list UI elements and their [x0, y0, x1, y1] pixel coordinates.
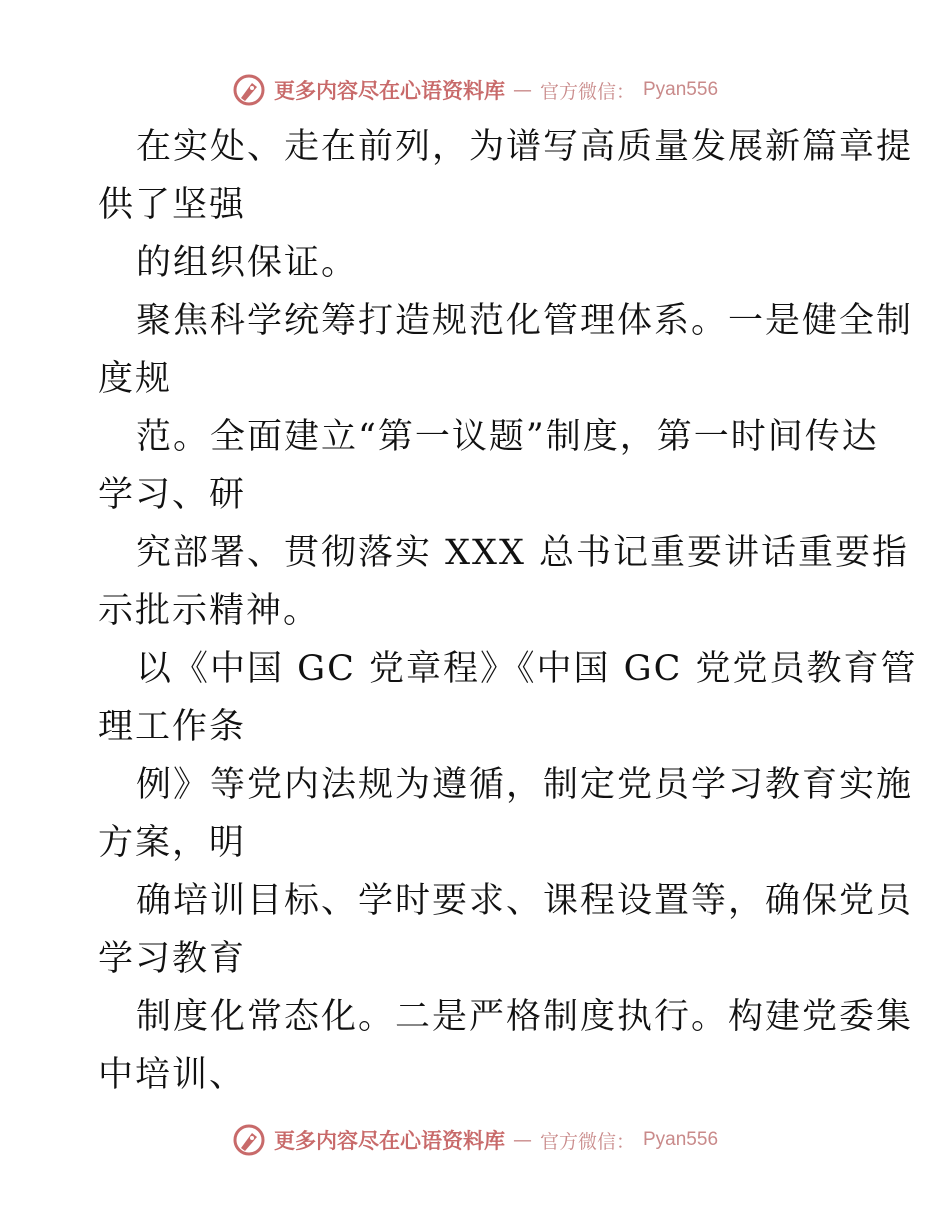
text-line: 学习、研 — [98, 475, 247, 515]
watermark-site-name: 更多内容尽在心语资料库 — [273, 1129, 505, 1153]
watermark-separator: — — [512, 79, 532, 101]
text-line: 供了坚强 — [98, 185, 247, 225]
text-line: 示批示精神。 — [98, 591, 321, 631]
footer-watermark — [0, 1120, 950, 1160]
watermark-account: Pyan556 — [643, 79, 719, 100]
watermark-label: 官方微信： — [539, 1130, 635, 1153]
text-line: 理工作条 — [98, 707, 247, 747]
text-line: 在实处、走在前列，为谱写高质量发展新篇章提 — [136, 127, 914, 167]
text-line: 范。全面建立“第一议题”制度，第一时间传达 — [136, 417, 879, 457]
text-line: 确培训目标、学时要求、课程设置等，确保党员 — [136, 881, 914, 921]
watermark-site-name: 更多内容尽在心语资料库 — [273, 79, 505, 103]
text-line: 制度化常态化。二是严格制度执行。构建党委集 — [136, 997, 914, 1037]
text-line: 例》等党内法规为遵循，制定党员学习教育实施 — [136, 765, 914, 805]
header-watermark — [0, 70, 950, 110]
text-line: 究部署、贯彻落实 XXX 总书记重要讲话重要指 — [136, 533, 910, 573]
watermark-account: Pyan556 — [643, 1129, 719, 1150]
pen-nib-logo-icon — [232, 1123, 266, 1157]
text-line: 方案，明 — [98, 823, 247, 863]
watermark-label: 官方微信： — [539, 80, 635, 103]
text-line: 中培训、 — [98, 1055, 247, 1095]
watermark-separator: — — [512, 1129, 532, 1151]
text-line: 的组织保证。 — [136, 243, 359, 283]
pen-nib-logo-icon — [232, 73, 266, 107]
text-line: 聚焦科学统筹打造规范化管理体系。一是健全制 — [136, 301, 914, 341]
document-body — [98, 118, 918, 1104]
text-line: 学习教育 — [98, 939, 247, 979]
text-line: 以《中国 GC 党章程》《中国 GC 党党员教育管 — [136, 649, 918, 689]
text-line: 度规 — [98, 359, 173, 399]
